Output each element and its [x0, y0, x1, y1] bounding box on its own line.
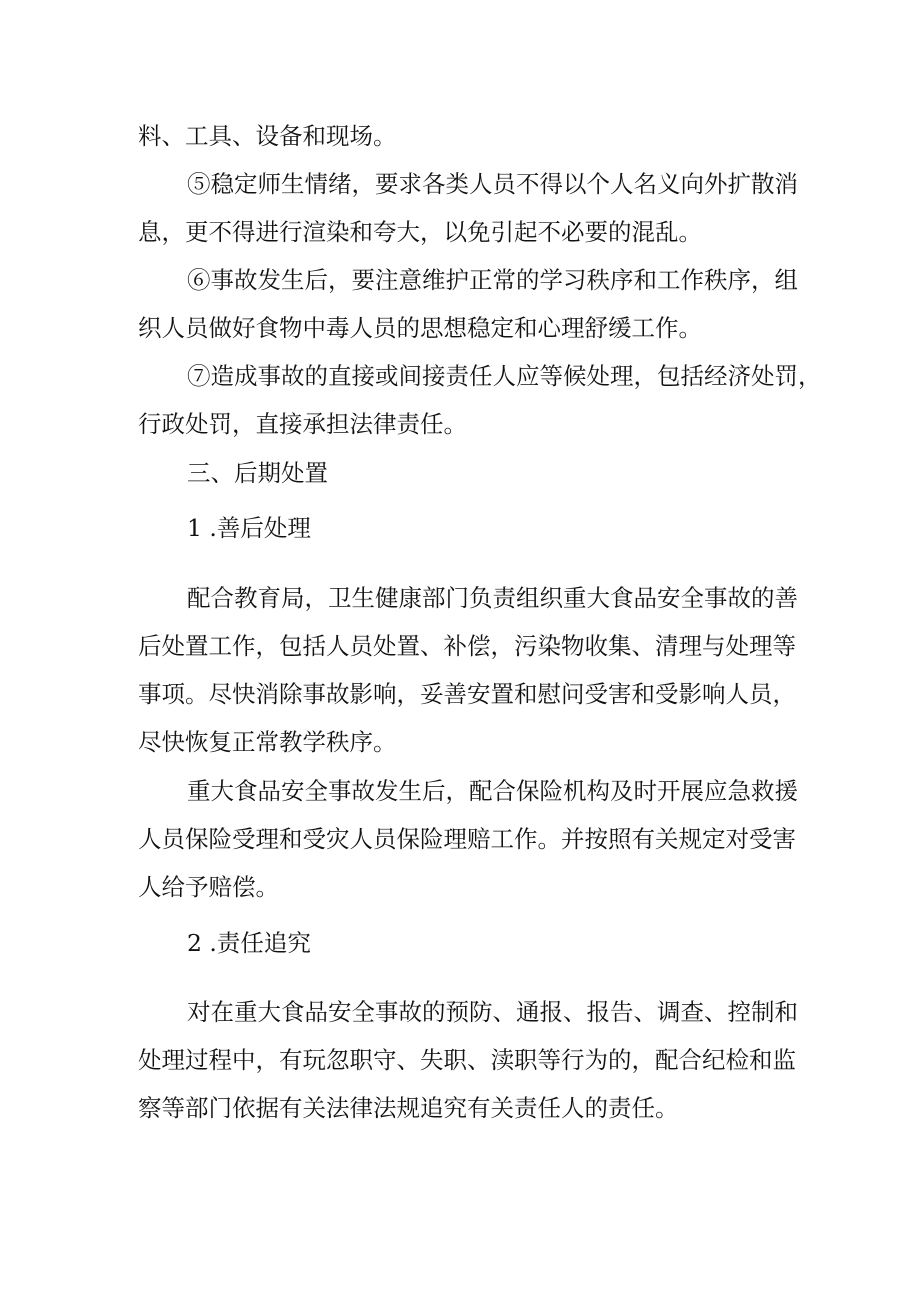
paragraph-line: ⑤稳定师生情绪，要求各类人员不得以个人名义向外扩散消: [187, 170, 798, 198]
paragraph-line: 行政处罚，直接承担法律责任。: [138, 410, 467, 438]
paragraph-line: 事项。尽快消除事故影响，妥善安置和慰问受害和受影响人员，: [138, 680, 796, 708]
paragraph-line: 重大食品安全事故发生后，配合保险机构及时开展应急救援: [187, 777, 798, 805]
paragraph-line: 料、工具、设备和现场。: [138, 122, 397, 150]
paragraph-line: 后处置工作，包括人员处置、补偿，污染物收集、清理与处理等: [138, 632, 796, 660]
paragraph-line: 对在重大食品安全事故的预防、通报、报告、调查、控制和: [187, 998, 798, 1026]
subsection-heading: 2 .责任追究: [187, 929, 311, 957]
paragraph-line: 人员保险受理和受灾人员保险理赔工作。并按照有关规定对受害: [138, 825, 796, 853]
paragraph-line: 织人员做好食物中毒人员的思想稳定和心理舒缓工作。: [138, 314, 702, 342]
paragraph-line: ⑦造成事故的直接或间接责任人应等候处理，包括经济处罚，: [187, 362, 822, 390]
paragraph-line: 处理过程中，有玩忽职守、失职、渎职等行为的，配合纪检和监: [138, 1046, 796, 1074]
paragraph-line: 配合教育局，卫生健康部门负责组织重大食品安全事故的善: [187, 584, 798, 612]
paragraph-line: 尽快恢复正常教学秩序。: [138, 728, 397, 756]
section-heading: 三、后期处置: [187, 459, 328, 487]
subsection-heading: 1 .善后处理: [187, 514, 311, 542]
paragraph-line: ⑥事故发生后，要注意维护正常的学习秩序和工作秩序，组: [187, 266, 798, 294]
paragraph-line: 息，更不得进行渲染和夸大，以免引起不必要的混乱。: [138, 218, 702, 246]
paragraph-line: 察等部门依据有关法律法规追究有关责任人的责任。: [138, 1094, 679, 1122]
paragraph-line: 人给予赔偿。: [138, 873, 279, 901]
